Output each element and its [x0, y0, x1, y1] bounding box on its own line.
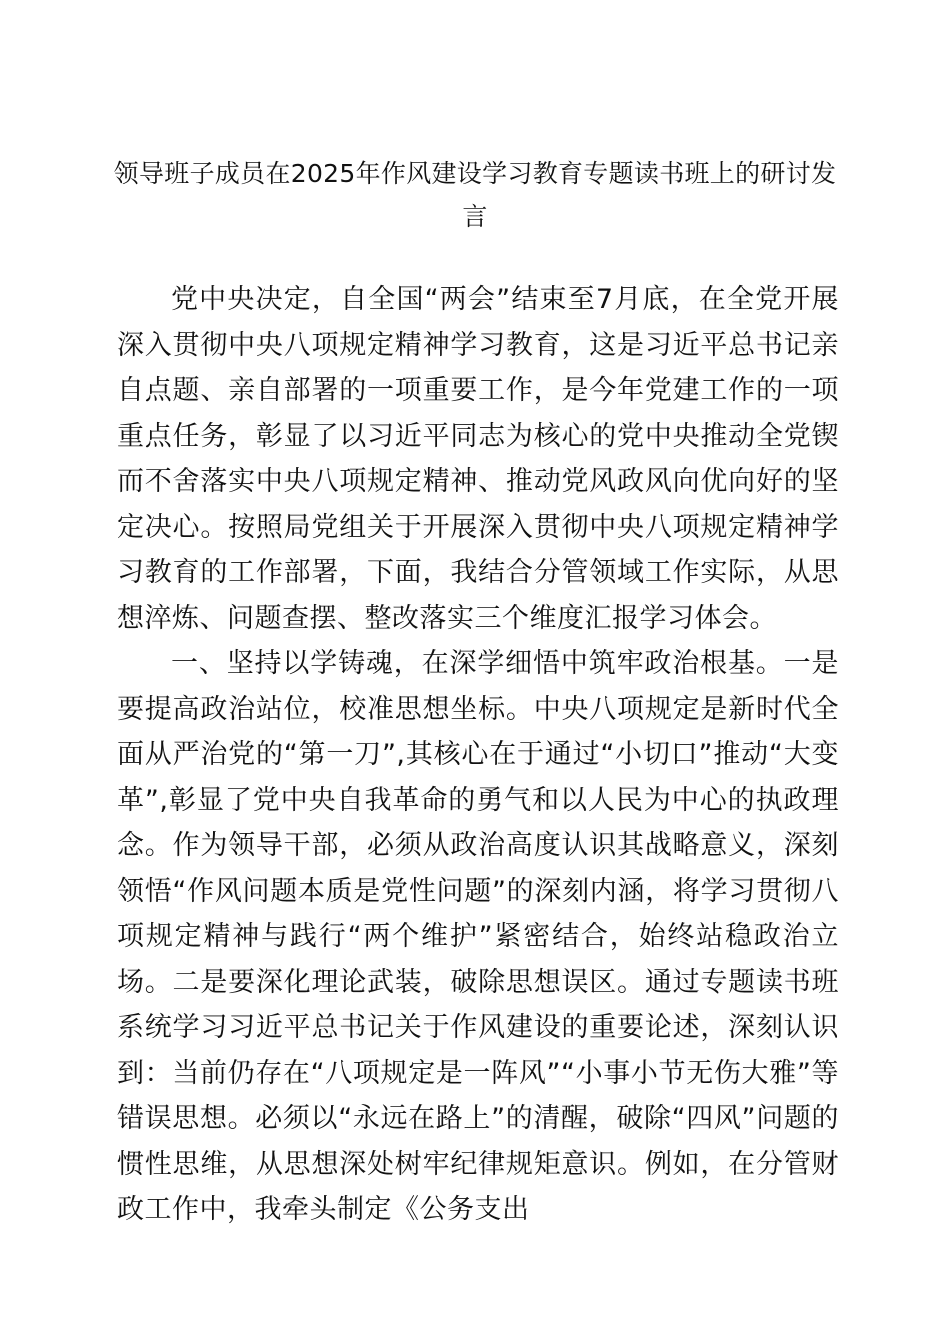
paragraph-section-one: 一、坚持以学铸魂，在深学细悟中筑牢政治根基。一是要提高政治站位，校准思想坐标。中央八项规定是新时代全面从严治党的“第一刀”,其核心在于通过“小切口”推动“大变革”,彰显了党中央自我革命的勇气和以人民为中心的执政理念。作为领导干部，必须从政治高度认识其战略意义，深刻领悟“作风问题本质是党性问题”的深刻内涵，将学习贯彻八项规定精神与践行“两个维护”紧密结合，始终站稳政治立场。二是要深化理论武装，破除思想误区。通过专题读书班系统学习习近平总书记关于作风建设的重要论述，深刻认识到：当前仍存在“八项规定是一阵风”“小事小节无伤大雅”等错误思想。必须以“永远在路上”的清醒，破除“四风”问题的惯性思维，从思想深处树牢纪律规矩意识。例如，在分管财政工作中，我牵头制定《公务支出	[117, 648, 839, 1225]
document-title: 领导班子成员在2025年作风建设学习教育专题读书班上的研讨发言	[113, 159, 837, 231]
document-body	[117, 277, 839, 1233]
paragraph-intro: 党中央决定，自全国“两会”结束至7月底，在全党开展深入贯彻中央八项规定精神学习教育，这是习近平总书记亲自点题、亲自部署的一项重要工作，是今年党建工作的一项重点任务，彰显了以习近平同志为核心的党中央推动全党锲而不舍落实中央八项规定精神、推动党风政风向优向好的坚定决心。按照局党组关于开展深入贯彻中央八项规定精神学习教育的工作部署，下面，我结合分管领域工作实际，从思想淬炼、问题查摆、整改落实三个维度汇报学习体会。	[117, 284, 839, 634]
